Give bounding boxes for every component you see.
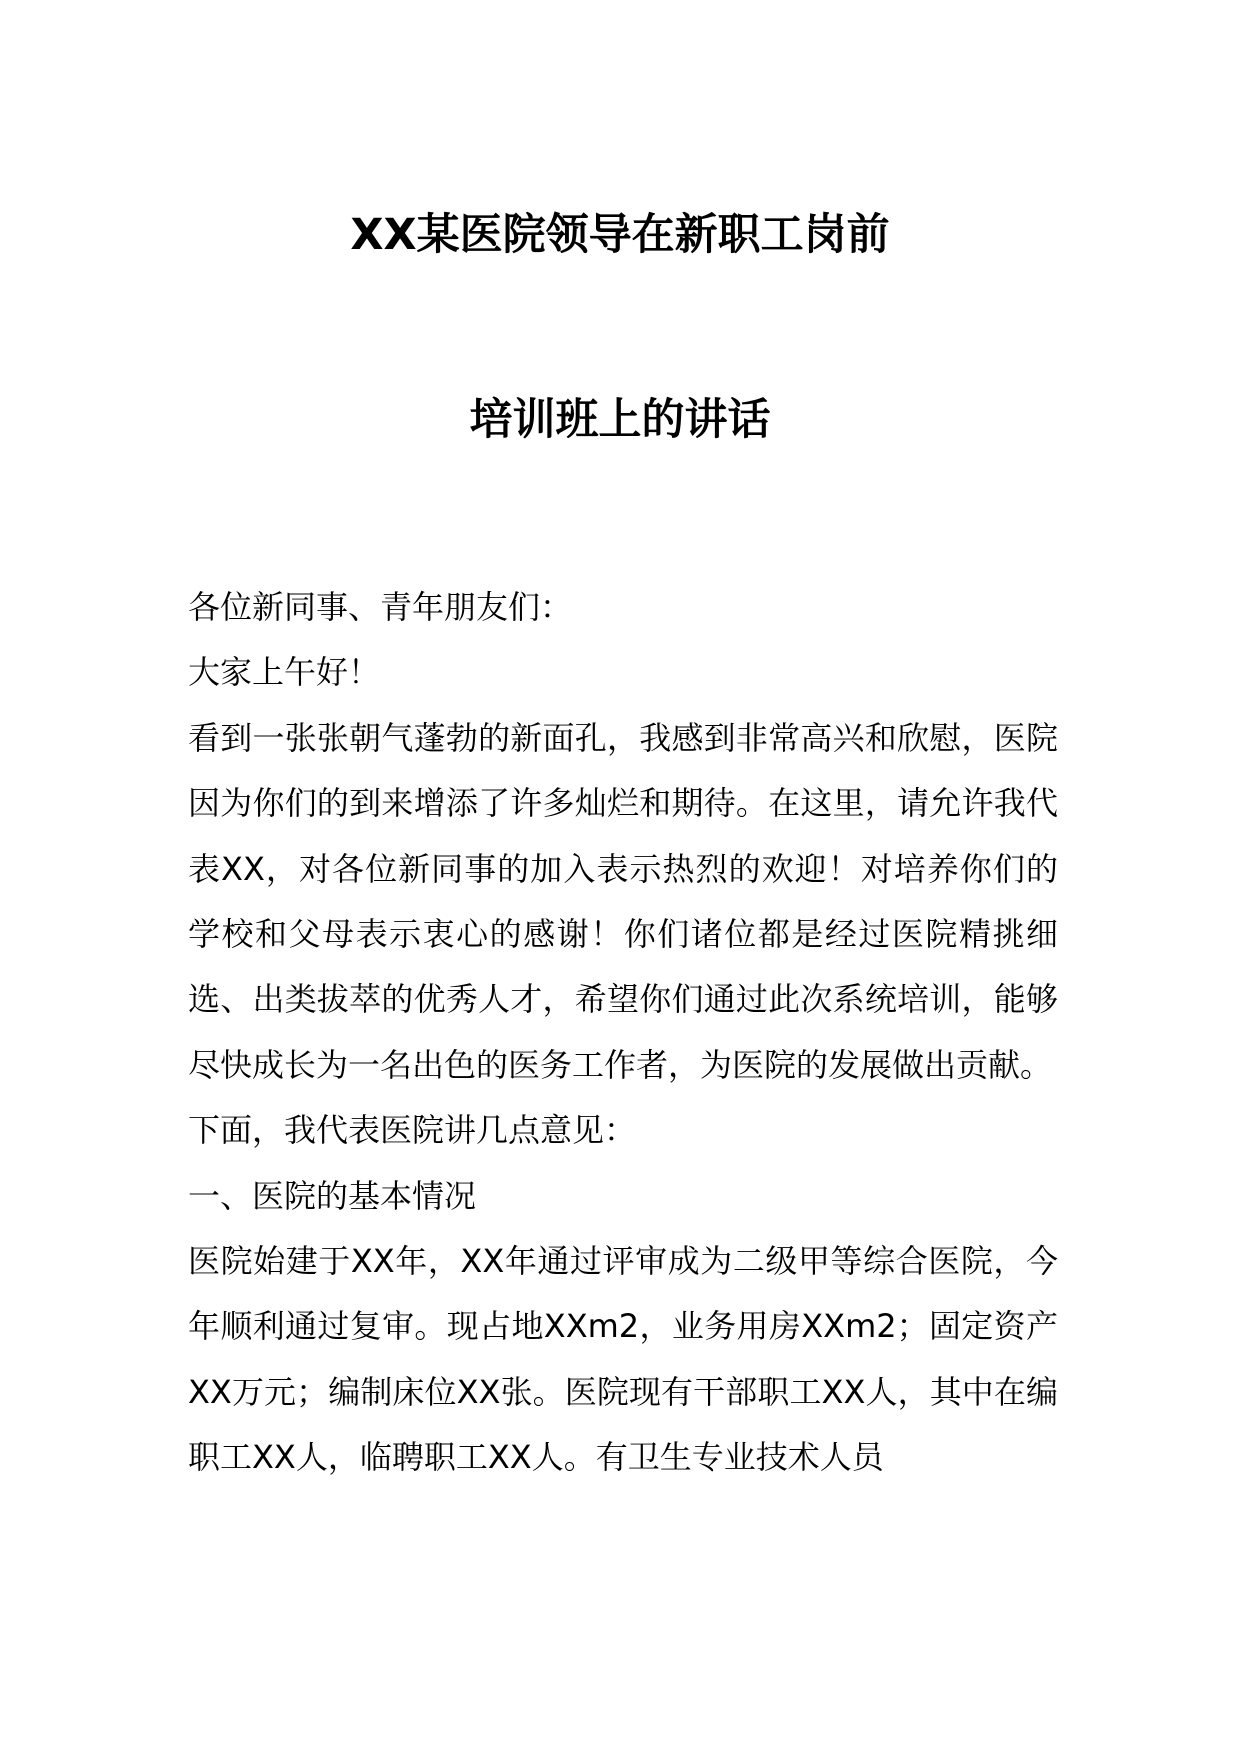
welcome-paragraph: 看到一张张朝气蓬勃的新面孔，我感到非常高兴和欣慰，医院因为你们的到来增添了许多灿烂和期待。在这里，请允许我代表XX，对各位新同事的加入表示热烈的欢迎！对培养你们的学校和父母表示衷心的感谢！你们诸位都是经过医院精挑细选、出类拔萃的优秀人才，希望你们通过此次系统培训，能够尽快成长为一名出色的医务工作者，为医院的发展做出贡献。	[188, 718, 1058, 1084]
intro-paragraph: 下面，我代表医院讲几点意见：	[188, 1111, 637, 1150]
document-title-line-2: 培训班上的讲话	[469, 395, 771, 445]
hospital-info-paragraph: 医院始建于XX年，XX年通过评审成为二级甲等综合医院，今年顺利通过复审。现占地XXm2，业务用房XXm2；固定资产XX万元；编制床位XX张。医院现有干部职工XX人，其中在编职工XX人，临聘职工XX人。有卫生专业技术人员	[188, 1242, 1058, 1477]
section-heading-1: 一、医院的基本情况	[188, 1176, 477, 1215]
greeting-paragraph: 大家上午好！	[188, 653, 381, 692]
salutation-paragraph: 各位新同事、青年朋友们：	[188, 588, 573, 626]
document-body	[188, 575, 1058, 1491]
document-title-line-1: XX某医院领导在新职工岗前	[350, 210, 890, 260]
